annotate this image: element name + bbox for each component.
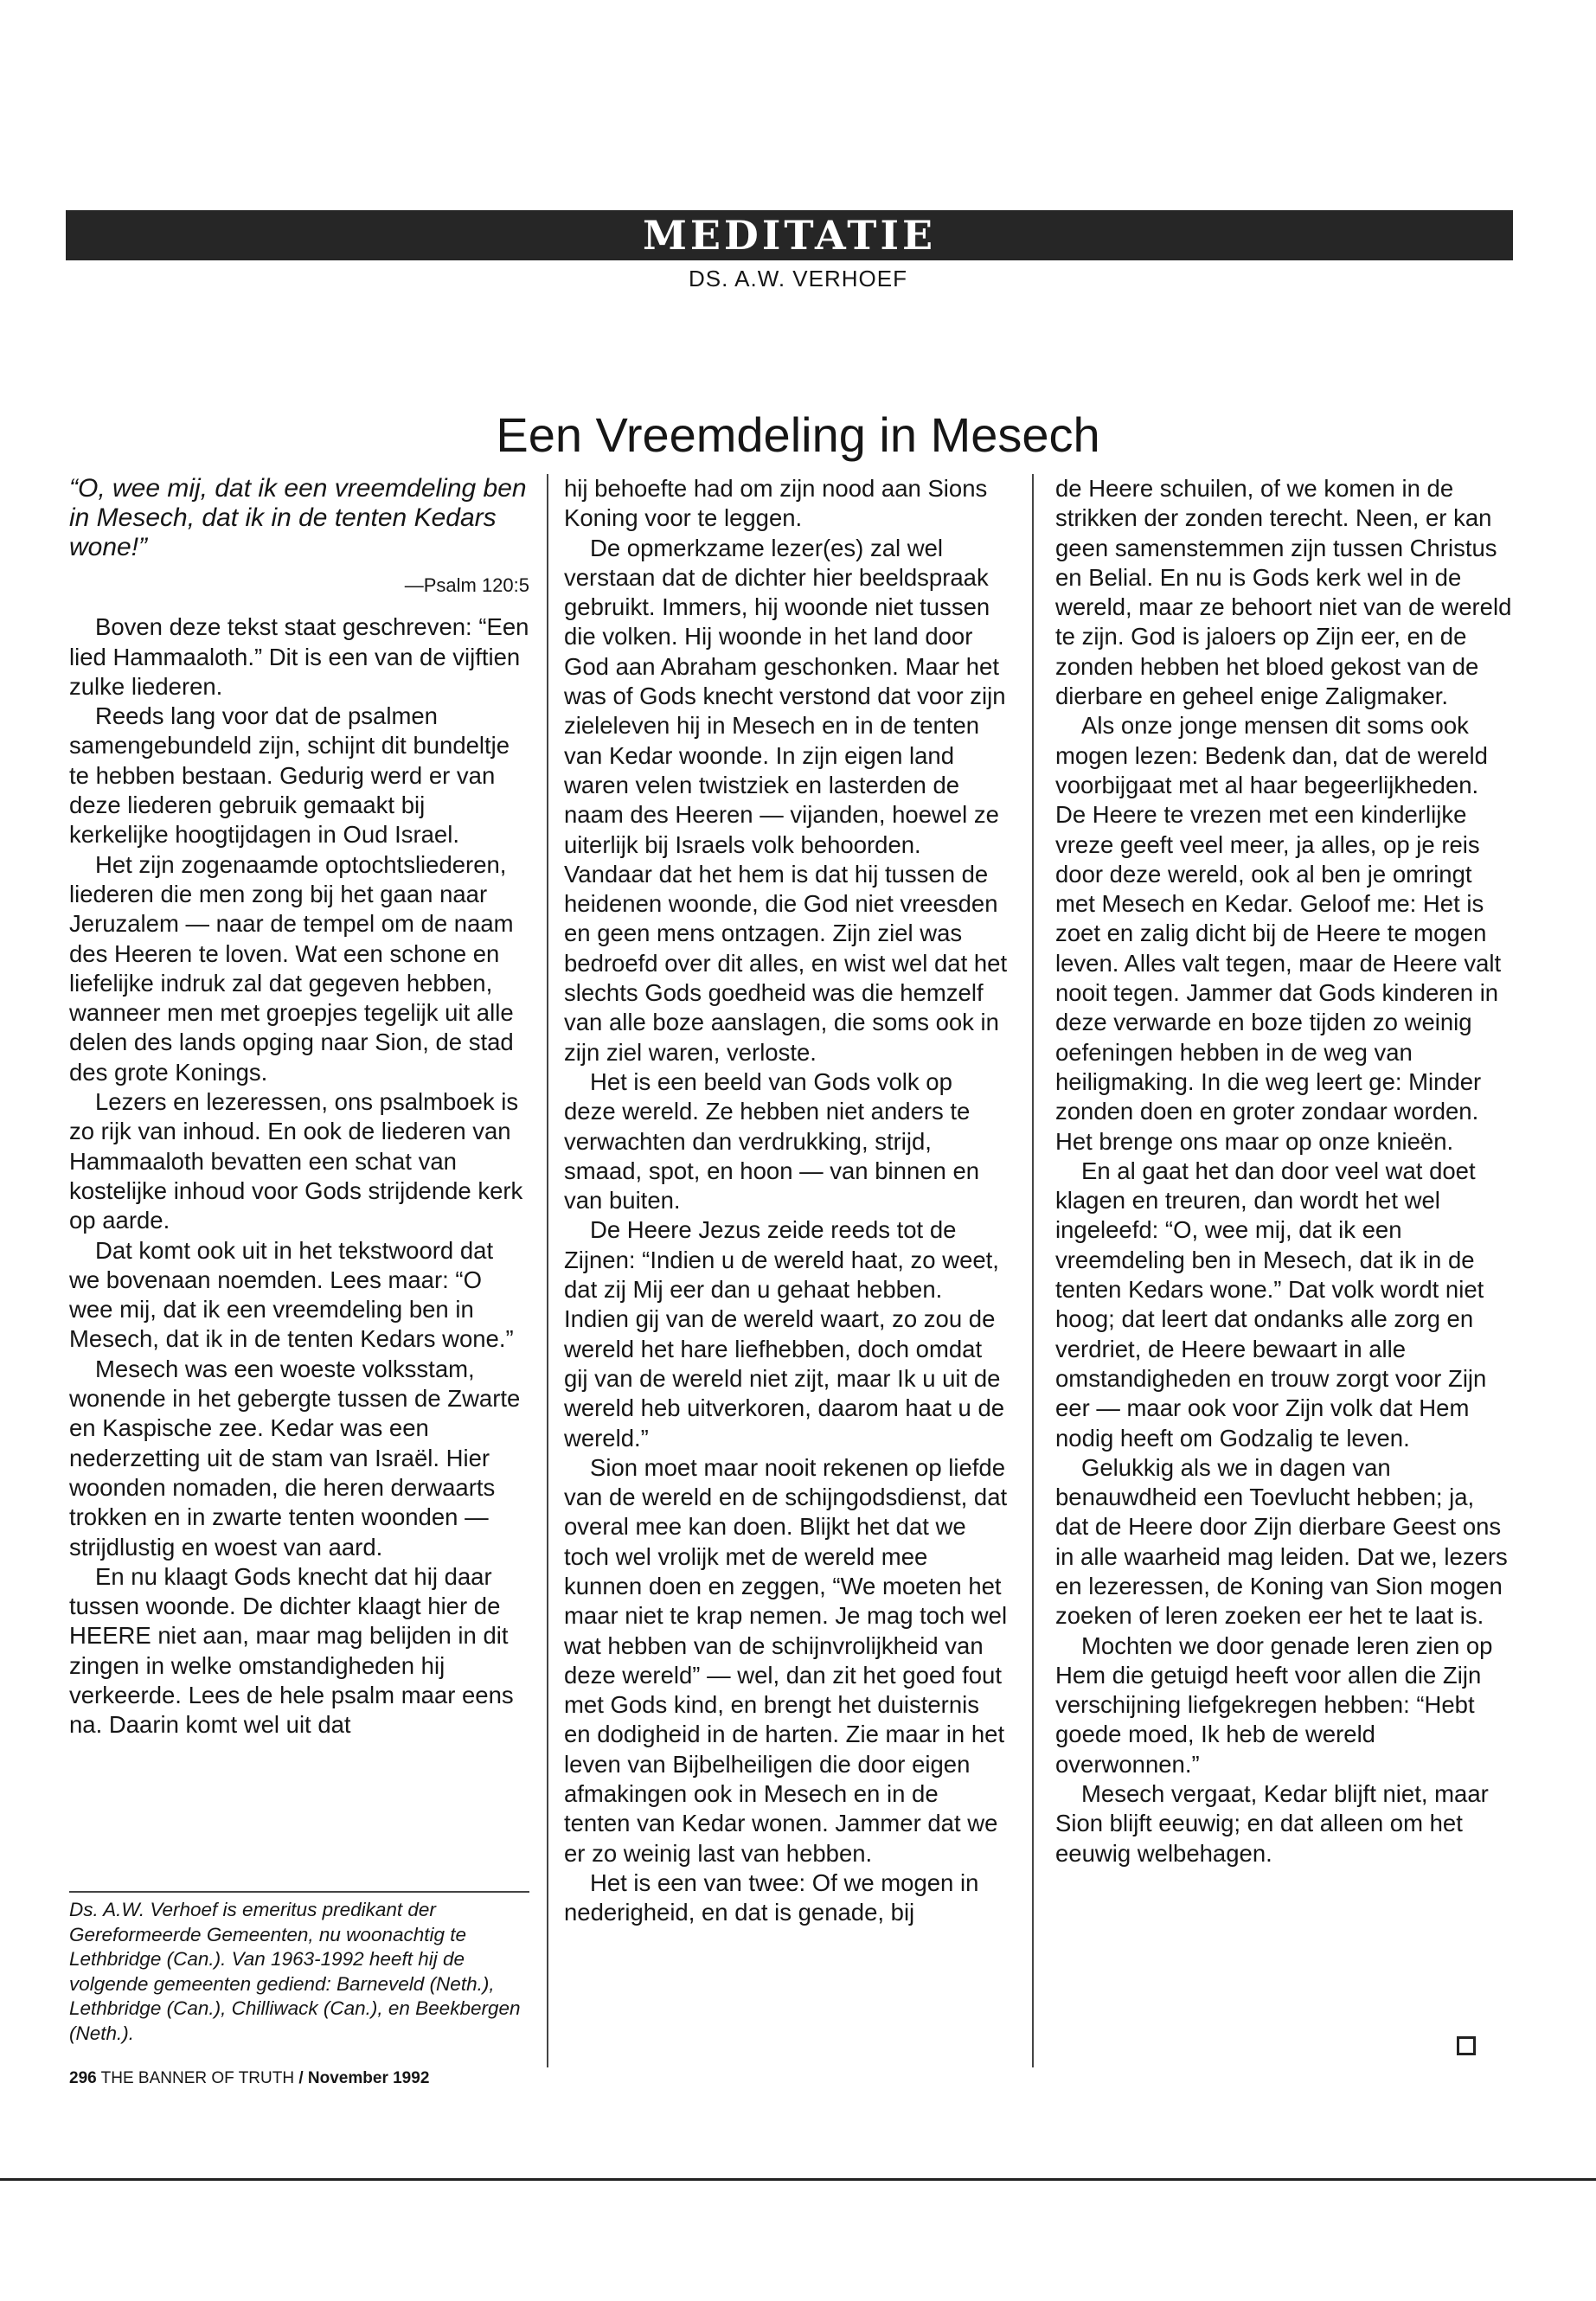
- column-3: [1055, 474, 1514, 1868]
- paragraph: En al gaat het dan door veel wat doet klagen en treuren, dan wordt het wel ingeleefd: “O, wee mij, dat ik een vreemdeling ben in Mesech, dat ik in de tenten Kedars wone.” Dat volk wordt niet hoog; dat leert dat ondanks alle zorg en verdriet, de Heere bewaart in alle omstandigheden en trouw zorgt voor Zijn eer — maar ook voor Zijn volk dat Hem nodig heeft om Godzalig te leven.: [1055, 1157, 1487, 1452]
- column-3-body: [1055, 474, 1514, 1868]
- magazine-name: THE BANNER OF TRUTH: [100, 2069, 295, 2087]
- paragraph: Lezers en lezeressen, ons psalmboek is zo rijk van inhoud. En ook de liederen van Hammaaloth bevatten een schat van kostelijke inhoud voor Gods strijdende kerk op aarde.: [69, 1088, 523, 1234]
- paragraph: En nu klaagt Gods knecht dat hij daar tussen woonde. De dichter klaagt hier de HEERE niet aan, maar mag belijden in dit zingen in welke omstandigheden hij verkeerde. Lees de hele psalm maar eens na. Daarin komt wel uit dat: [69, 1562, 514, 1739]
- paragraph: Mochten we door genade leren zien op Hem die getuigd heeft voor allen die Zijn verschijning liefgekregen hebben: “Hebt goede moed, Ik heb de wereld overwonnen.”: [1055, 1631, 1493, 1778]
- paragraph: Als onze jonge mensen dit soms ook mogen lezen: Bedenk dan, dat de wereld voorbijgaat met al haar begeerlijkheden. De Heere te vrezen met een kinderlijke vreze geeft veel meer, ja alles, op je reis door deze wereld, ook al ben je omringt met Mesech en Kedar. Geloof me: Het is zoet en zalig dicht bij de Heere te mogen leven. Alles valt tegen, maar de Heere valt nooit tegen. Jammer dat Gods kinderen in deze verwarde en boze tijden zo weinig oefeningen hebben in de weg van heiligmaking. In die weg leert ge: Minder zonden doen en groter zondaar worden. Het brenge ons maar op onze knieën.: [1055, 712, 1502, 1155]
- paragraph: Het is een van twee: Of we mogen in nederigheid, en dat is genade, bij: [564, 1868, 979, 1926]
- article-title: Een Vreemdeling in Mesech: [496, 407, 1100, 462]
- paragraph: Boven deze tekst staat geschreven: “Een lied Hammaaloth.” Dit is een van de vijftien zulke liederen.: [69, 613, 529, 700]
- page-bottom-rule: [0, 2178, 1596, 2181]
- paragraph: Mesech vergaat, Kedar blijft niet, maar Sion blijft eeuwig; en dat alleen om het eeuwig welbehagen.: [1055, 1780, 1489, 1867]
- paragraph: Dat komt ook uit in het tekstwoord dat we bovenaan noemden. Lees maar: “O wee mij, dat ik een vreemdeling ben in Mesech, dat ik in de tenten Kedars wone.”: [69, 1236, 514, 1353]
- paragraph: Reeds lang voor dat de psalmen samengebundeld zijn, schijnt dit bundeltje te hebben bestaan. Gedurig werd er van deze liederen gebruik gemaakt bij kerkelijke hoogtijdagen in Oud Israel.: [69, 702, 510, 849]
- footnote-divider: [69, 1891, 529, 1893]
- page-footer: [69, 2069, 429, 2088]
- epigraph-reference: —Psalm 120:5: [404, 574, 529, 596]
- column-divider: [1032, 474, 1034, 2067]
- paragraph: Het is een beeld van Gods volk op deze wereld. Ze hebben niet anders te verwachten dan verdrukking, strijd, smaad, spot, en hoon — van binnen en van buiten.: [564, 1067, 980, 1215]
- paragraph: de Heere schuilen, of we komen in de strikken der zonden terecht. Neen, er kan geen samenstemmen zijn tussen Christus en Belial. En nu is Gods kerk wel in de wereld, maar ze behoort niet van de wereld te zijn. God is jaloers op Zijn eer, en de zonden hebben het bloed gekost van de dierbare en geheel enige Zaligmaker.: [1055, 475, 1512, 710]
- column-2-body: [564, 474, 1010, 1928]
- column-1: [69, 474, 529, 1740]
- page-number: 296: [69, 2069, 97, 2087]
- author-byline: DS. A.W. VERHOEF: [689, 266, 907, 292]
- column-divider: [547, 474, 548, 2067]
- column-2: [564, 474, 1010, 1928]
- section-label: MEDITATIE: [642, 212, 937, 259]
- paragraph: Mesech was een woeste volksstam, wonende in het gebergte tussen de Zwarte en Kaspische zee. Kedar was een nederzetting uit de stam van Israël. Hier woonden nomaden, die heren derwaarts trokken en in zwarte tenten woonden — strijdlustig en woest van aard.: [69, 1355, 521, 1561]
- end-of-article-icon: [1457, 2036, 1476, 2055]
- paragraph: De Heere Jezus zeide reeds tot de Zijnen: “Indien u de wereld haat, zo weet, dat zij Mij eer dan u gehaat hebben. Indien gij van de wereld waart, zo zou de wereld het hare liefhebben, doch omdat gij van de wereld niet zijt, maar Ik u uit de wereld heb uitverkoren, daarom haat u de wereld.”: [564, 1216, 1005, 1452]
- author-note: Ds. A.W. Verhoef is emeritus predikant der Gereformeerde Gemeenten, nu woonachtig te Lethbridge (Can.). Van 1963-1992 heeft hij de volgende gemeenten gediend: Barneveld (Neth.), Lethbridge (Can.), Chilliwack (Can.), en Beekbergen (Neth.).: [69, 1899, 521, 2044]
- paragraph: De opmerkzame lezer(es) zal wel verstaan dat de dichter hier beeldspraak gebruikt. Immers, hij woonde niet tussen die volken. Hij woonde in het land door God aan Abraham geschonken. Maar het was of Gods knecht verstond dat voor zijn zieleleven hij in Mesech en in de tenten van Kedar woonde. In zijn eigen land waren velen twistziek en lasterden de naam des Heeren — vijanden, hoewel ze uiterlijk bij Israels volk behoorden. Vandaar dat het hem is dat hij tussen de heidenen woonde, die God niet vreesden en geen mens ontzagen. Zijn ziel was bedroefd over dit alles, en wist wel dat het slechts Gods goedheid was die hemzelf van alle boze aanslagen, die soms ook in zijn ziel waren, verloste.: [564, 534, 1008, 1066]
- paragraph: Sion moet maar nooit rekenen op liefde van de wereld en de schijngodsdienst, dat overal mee kan doen. Blijkt het dat we toch wel vrolijk met de wereld mee kunnen doen en zeggen, “We moeten het maar niet te krap nemen. Je mag toch wel wat hebben van de schijnvrolijkheid van deze wereld” — wel, dan zit het goed fout met Gods kind, en brengt het duisternis en dodigheid in de harten. Zie maar in het leven van Bijbelheiligen die door eigen afmakingen ook in Mesech en in de tenten van Kedar wonen. Jammer dat we er zo weinig last van hebben.: [564, 1453, 1008, 1867]
- issue-date: / November 1992: [298, 2069, 430, 2087]
- paragraph: Gelukkig als we in dagen van benauwdheid een Toevlucht hebben; ja, dat de Heere door Zijn dierbare Geest ons in alle waarheid mag leiden. Dat we, lezers en lezeressen, de Koning van Sion mogen zoeken of leren zoeken eer het te laat is.: [1055, 1453, 1508, 1630]
- paragraph: hij behoefte had om zijn nood aan Sions Koning voor te leggen.: [564, 475, 988, 532]
- section-banner: [66, 210, 1513, 260]
- epigraph: “O, wee mij, dat ik een vreemdeling ben in Mesech, dat ik in de tenten Kedars wone!”: [69, 474, 527, 561]
- column-1-body: [69, 612, 529, 1740]
- paragraph: Het zijn zogenaamde optochtsliederen, liederen die men zong bij het gaan naar Jeruzalem — naar de tempel om de naam des Heeren te loven. Wat een schone en liefelijke indruk zal dat gegeven hebben, wanneer men met groepjes tegelijk uit alle delen des lands opging naar Sion, de stad des grote Konings.: [69, 850, 514, 1086]
